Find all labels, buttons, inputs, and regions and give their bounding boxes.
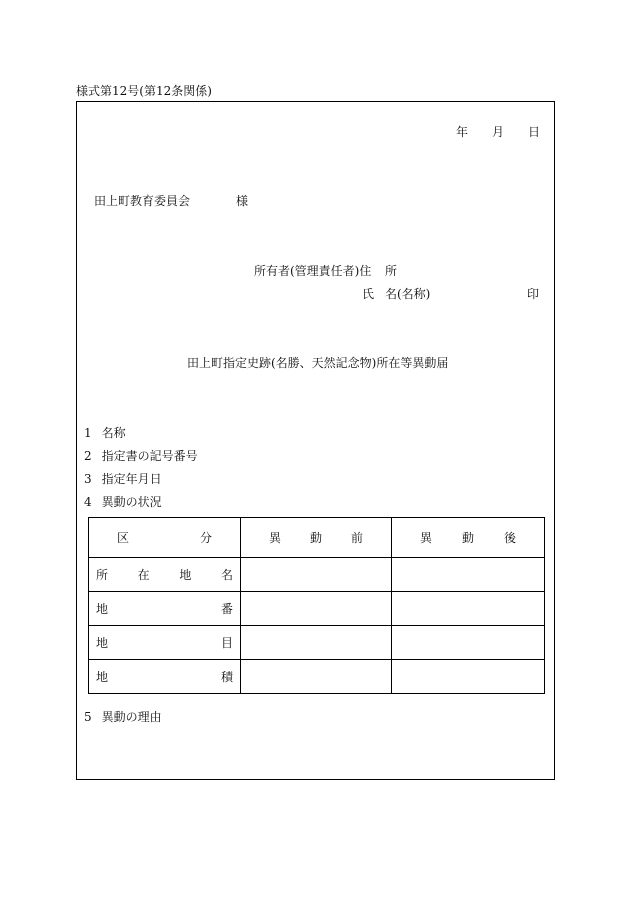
item-2 bbox=[84, 449, 198, 463]
table-row bbox=[89, 626, 545, 660]
table-header-row bbox=[89, 518, 545, 558]
row-label-area: 地 積 bbox=[89, 660, 241, 694]
cell-after[interactable] bbox=[392, 626, 545, 660]
cell-before[interactable] bbox=[241, 558, 392, 592]
cell-after[interactable] bbox=[392, 592, 545, 626]
owner-address-suffix: 所 bbox=[385, 264, 398, 278]
date-line bbox=[456, 125, 540, 139]
item-label: 異動の理由 bbox=[101, 710, 162, 724]
item-number: 2 bbox=[84, 449, 92, 463]
table-row bbox=[89, 592, 545, 626]
item-label: 指定書の記号番号 bbox=[101, 449, 198, 463]
form-title: 田上町指定史跡(名勝、天然記念物)所在等異動届 bbox=[187, 356, 449, 370]
item-4 bbox=[84, 495, 162, 509]
table-row bbox=[89, 660, 545, 694]
cell-before[interactable] bbox=[241, 626, 392, 660]
item-label: 指定年月日 bbox=[101, 472, 162, 486]
item-5 bbox=[84, 710, 162, 724]
row-label-location: 所 在 地 名 bbox=[89, 558, 241, 592]
header-after: 異 動 後 bbox=[392, 518, 545, 558]
item-label: 異動の状況 bbox=[101, 495, 162, 509]
item-number: 5 bbox=[84, 710, 92, 724]
change-status-table bbox=[88, 517, 545, 694]
date-month-label: 月 bbox=[491, 125, 504, 139]
addressee-name: 田上町教育委員会 bbox=[94, 194, 191, 208]
item-number: 4 bbox=[84, 495, 92, 509]
header-category: 区 分 bbox=[89, 518, 241, 558]
row-label-lot-number: 地 番 bbox=[89, 592, 241, 626]
date-day-label: 日 bbox=[527, 125, 540, 139]
item-label: 名称 bbox=[101, 426, 126, 440]
row-label-land-category: 地 目 bbox=[89, 626, 241, 660]
cell-before[interactable] bbox=[241, 592, 392, 626]
owner-address-label: 所有者(管理責任者)住 bbox=[254, 264, 372, 278]
cell-after[interactable] bbox=[392, 660, 545, 694]
header-before: 異 動 前 bbox=[241, 518, 392, 558]
item-number: 3 bbox=[84, 472, 92, 486]
cell-after[interactable] bbox=[392, 558, 545, 592]
name-label-b: 名(名称) bbox=[385, 287, 431, 301]
cell-before[interactable] bbox=[241, 660, 392, 694]
name-label-a: 氏 bbox=[362, 287, 375, 301]
seal-mark: 印 bbox=[527, 287, 540, 301]
item-number: 1 bbox=[84, 426, 92, 440]
addressee-honorific: 様 bbox=[236, 194, 249, 208]
date-year-label: 年 bbox=[456, 125, 469, 139]
table-row bbox=[89, 558, 545, 592]
item-3 bbox=[84, 472, 162, 486]
form-id: 様式第12号(第12条関係) bbox=[76, 84, 212, 98]
item-1 bbox=[84, 426, 126, 440]
